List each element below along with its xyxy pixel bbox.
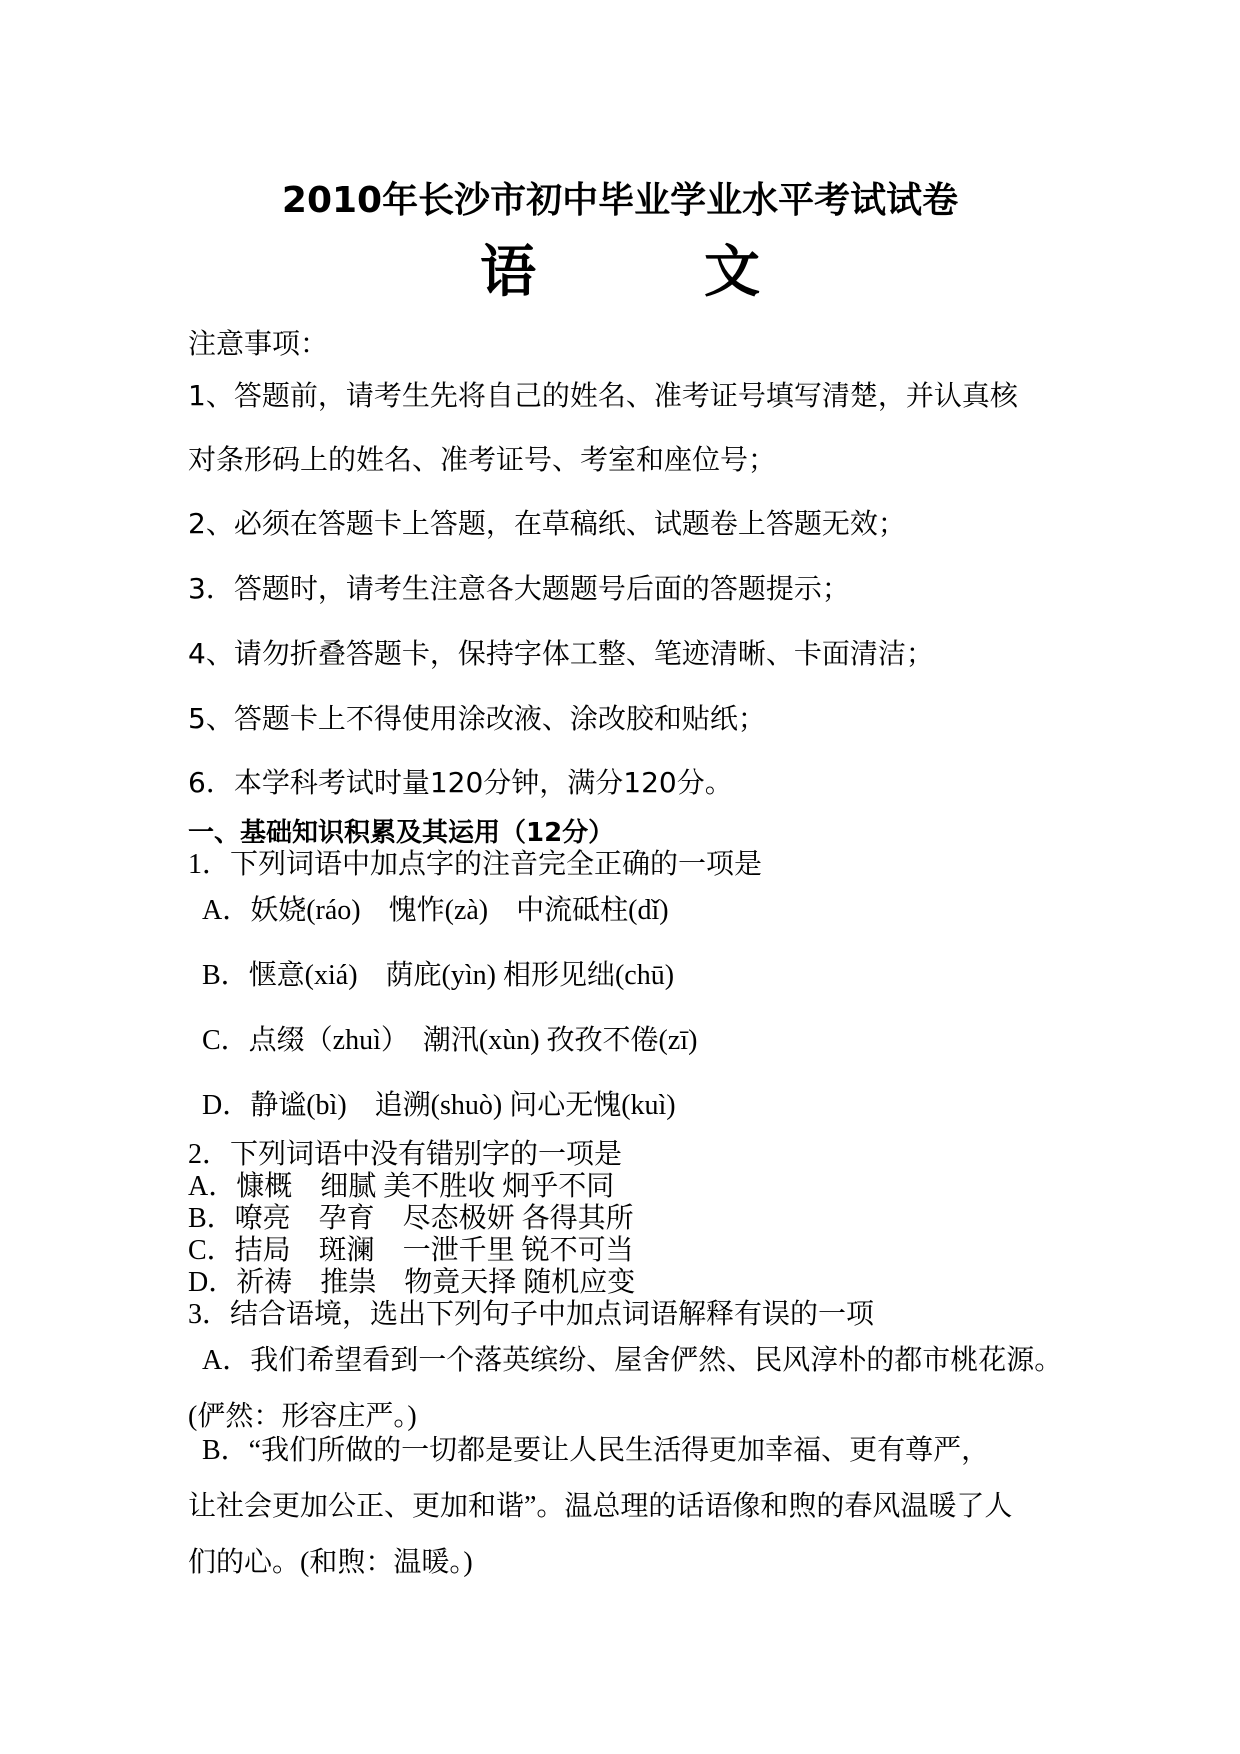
notice-line: 4、请勿折叠答题卡，保持字体工整、笔迹清晰、卡面清洁； <box>188 637 934 670</box>
question-option: A．慷概 细腻 美不胜收 炯乎不同 <box>188 1171 615 1202</box>
notice-line: 对条形码上的姓名、准考证号、考室和座位号； <box>188 443 777 476</box>
question-option: A．我们希望看到一个落英缤纷、屋舍俨然、民风淳朴的都市桃花源。 <box>202 1345 1063 1376</box>
exam-title: 2010年长沙市初中毕业学业水平考试试卷 <box>281 180 959 221</box>
question-option: C．拮局 斑澜 一泄千里 锐不可当 <box>188 1235 634 1266</box>
question-option: C．点缀（zhuì） 潮汛(xùn) 孜孜不倦(zī) <box>202 1025 698 1056</box>
question-option: B．嘹亮 孕育 尽态极妍 各得其所 <box>188 1203 634 1234</box>
notice-line: 2、必须在答题卡上答题，在草稿纸、试题卷上答题无效； <box>188 507 906 540</box>
notice-line: 3．答题时，请考生注意各大题题号后面的答题提示； <box>188 572 850 605</box>
notice-line: 5、答题卡上不得使用涂改液、涂改胶和贴纸； <box>188 702 766 735</box>
notice-line: 1、答题前，请考生先将自己的姓名、准考证号填写清楚，并认真核 <box>188 379 1018 412</box>
question-stem: 3．结合语境，选出下列句子中加点词语解释有误的一项 <box>188 1299 875 1330</box>
notice-heading: 注意事项： <box>188 327 329 360</box>
notice-line: 6．本学科考试时量120分钟，满分120分。 <box>188 766 733 799</box>
section-heading: 一、基础知识积累及其运用（12分） <box>188 818 615 848</box>
question-stem: 1．下列词语中加点字的注音完全正确的一项是 <box>188 849 763 880</box>
question-option: A．妖娆(ráo) 愧怍(zà) 中流砥柱(dǐ) <box>202 895 669 926</box>
question-option: B．“我们所做的一切都是要让人民生活得更加幸福、更有尊严， <box>202 1435 990 1466</box>
question-option-note: (俨然：形容庄严。) <box>188 1401 417 1432</box>
question-option: 让社会更加公正、更加和谐”。温总理的话语像和煦的春风温暖了人 <box>188 1491 1013 1522</box>
question-stem: 2．下列词语中没有错别字的一项是 <box>188 1139 623 1170</box>
question-option: D．祈祷 推祟 物竟天择 随机应变 <box>188 1267 636 1298</box>
question-option: 们的心。(和煦：温暖。) <box>188 1547 473 1578</box>
question-option: B．惬意(xiá) 荫庇(yìn) 相形见绌(chū) <box>202 960 675 991</box>
question-option: D．静谧(bì) 追溯(shuò) 问心无愧(kuì) <box>202 1090 676 1121</box>
subject-title: 语 文 <box>480 240 816 305</box>
